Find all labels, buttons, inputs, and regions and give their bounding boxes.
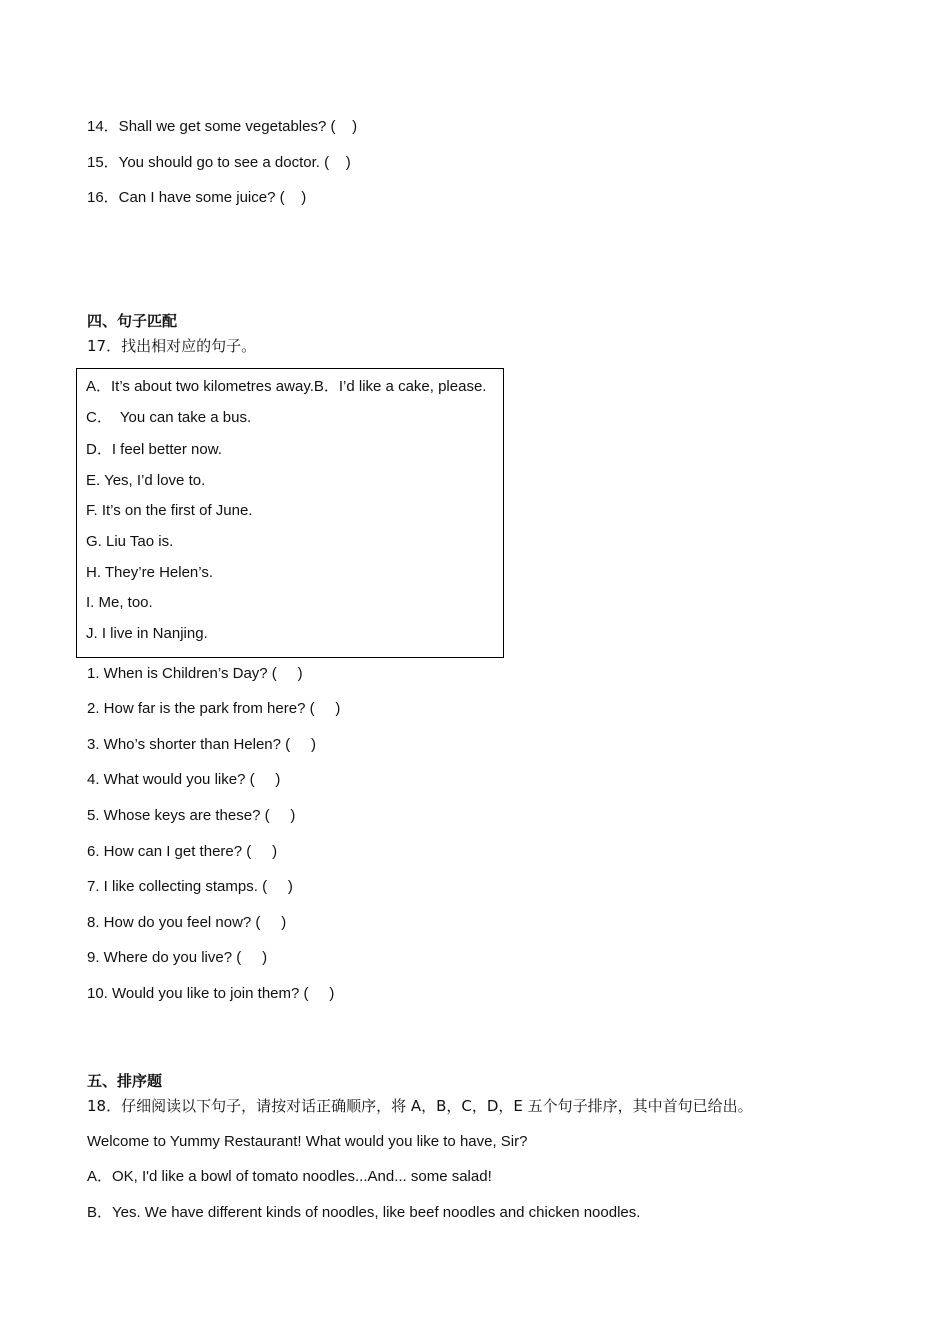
option-line: G. Liu Tao is. [86,533,174,550]
match-question: 5. Whose keys are these? ( ) [87,807,296,824]
match-question: 3. Who’s shorter than Helen? ( ) [87,736,316,753]
option-line: C． You can take a bus. [86,409,252,426]
dialogue-line: A．OK, I'd like a bowl of tomato noodles...And... some salad! [87,1168,492,1185]
match-question: 7. I like collecting stamps. ( ) [87,878,293,895]
question-14: 14．Shall we get some vegetables? ( ) [87,118,358,135]
match-question: 4. What would you like? ( ) [87,771,281,788]
option-line: A．It’s about two kilometres away.B．I’d like a cake, please. [86,378,487,395]
dialogue-line: Welcome to Yummy Restaurant! What would you like to have, Sir? [87,1133,528,1150]
question-15: 15．You should go to see a doctor. ( ) [87,154,351,171]
section-5-instruction: 18．仔细阅读以下句子，请按对话正确顺序，将 A，B，C，D，E 五个句子排序，其中首句已给出。 [87,1097,753,1115]
match-question: 8. How do you feel now? ( ) [87,914,287,931]
option-line: D．I feel better now. [86,441,222,458]
option-line: J. I live in Nanjing. [86,625,208,642]
option-line: E. Yes, I’d love to. [86,472,206,489]
options-box [76,368,504,658]
section-4-instruction: 17．找出相对应的句子。 [87,337,257,355]
section-5-heading: 五、排序题 [87,1072,163,1090]
match-question: 2. How far is the park from here? ( ) [87,700,341,717]
match-question: 6. How can I get there? ( ) [87,843,278,860]
match-question: 1. When is Children’s Day? ( ) [87,665,303,682]
match-question: 9. Where do you live? ( ) [87,949,268,966]
option-line: I. Me, too. [86,594,153,611]
option-line: F. It’s on the first of June. [86,502,253,519]
option-line: H. They’re Helen’s. [86,564,214,581]
dialogue-line: B．Yes. We have different kinds of noodles, like beef noodles and chicken noodles. [87,1204,641,1221]
question-16: 16．Can I have some juice? ( ) [87,189,307,206]
section-4-heading: 四、句子匹配 [87,312,178,330]
match-question: 10. Would you like to join them? ( ) [87,985,335,1002]
